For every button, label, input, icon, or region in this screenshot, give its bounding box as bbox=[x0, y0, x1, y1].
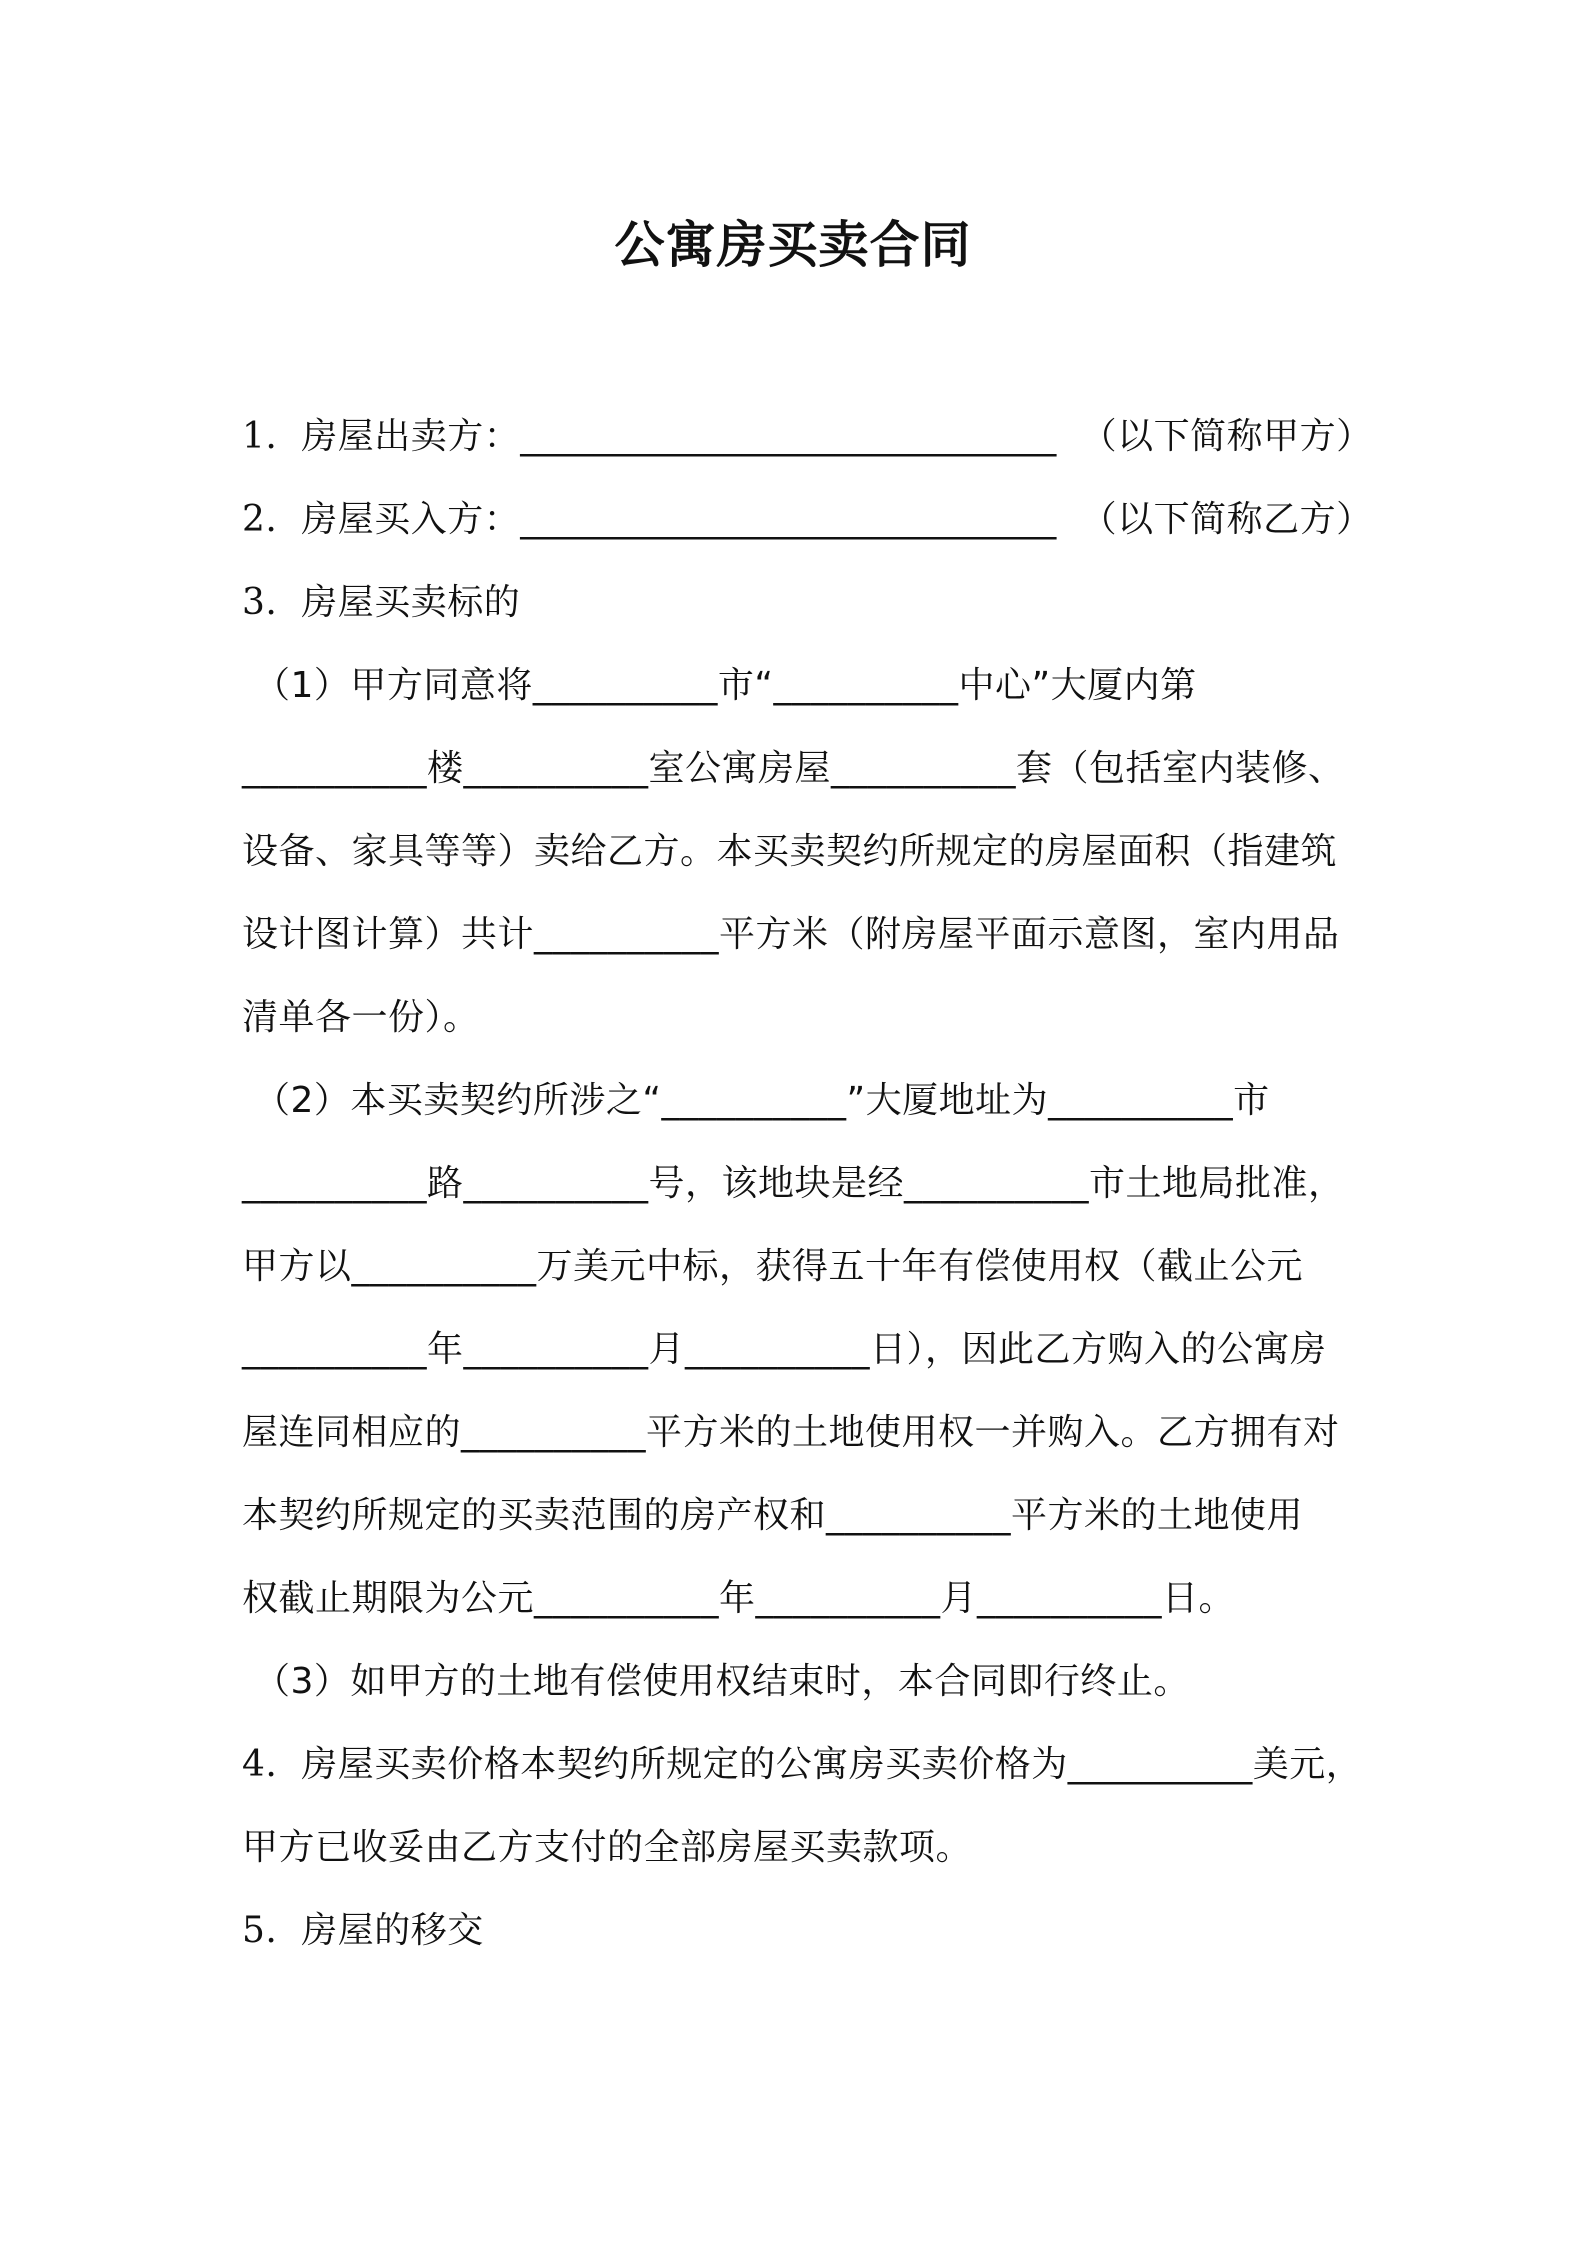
clause-5-handover bbox=[242, 1909, 484, 1953]
paragraph-text: （3）如甲方的土地有偿使用权结束时，本合同即行终止。 bbox=[242, 1661, 1190, 1702]
clause-text: 房屋买卖标的 bbox=[277, 582, 521, 623]
clause-3-1-line-2 bbox=[242, 747, 1345, 791]
paragraph-text: （2）本买卖契约所涉之“__________”大厦地址为__________市 bbox=[242, 1080, 1270, 1121]
paragraph-text: __________路__________号，该地块是经__________市土地局批准， bbox=[242, 1163, 1345, 1204]
clause-number: 2. bbox=[242, 499, 278, 540]
clause-3-2-line-1 bbox=[242, 1079, 1270, 1123]
paragraph-text: __________年__________月__________日），因此乙方购入的公寓房 bbox=[242, 1329, 1327, 1370]
clause-4-line-2 bbox=[242, 1826, 972, 1870]
clause-3-1-line-4 bbox=[242, 913, 1340, 957]
clause-number: 3. bbox=[242, 582, 278, 623]
paragraph-text: 设计图计算）共计__________平方米（附房屋平面示意图，室内用品 bbox=[242, 914, 1340, 955]
paragraph-text: 清单各一份）。 bbox=[242, 997, 480, 1038]
clause-number: 4. bbox=[242, 1744, 278, 1785]
clause-3-2-line-3 bbox=[242, 1245, 1303, 1289]
paragraph-text: （1）甲方同意将__________市“__________中心”大厦内第 bbox=[242, 665, 1197, 706]
clause-3-2-line-6 bbox=[242, 1494, 1303, 1538]
clause-3-2-line-7 bbox=[242, 1577, 1235, 1621]
clause-3-3 bbox=[242, 1660, 1190, 1704]
clause-text: 房屋出卖方：_____________________________ （以下简称甲方） bbox=[277, 416, 1373, 457]
clause-3-1-line-3 bbox=[242, 830, 1337, 874]
paragraph-text: __________楼__________室公寓房屋__________套（包括室内装修、 bbox=[242, 748, 1345, 789]
clause-2-buyer bbox=[242, 498, 1373, 542]
clause-3-1-line-5 bbox=[242, 996, 480, 1040]
clause-text: 房屋的移交 bbox=[277, 1910, 484, 1951]
clause-text: 房屋买入方：_____________________________ （以下简称乙方） bbox=[277, 499, 1373, 540]
clause-3-2-line-5 bbox=[242, 1411, 1340, 1455]
clause-1-seller bbox=[242, 415, 1373, 459]
clause-4-price bbox=[242, 1743, 1362, 1787]
clause-3-heading bbox=[242, 581, 520, 625]
paragraph-text: 甲方以__________万美元中标，获得五十年有偿使用权（截止公元 bbox=[242, 1246, 1304, 1287]
clause-number: 5. bbox=[242, 1910, 278, 1951]
paragraph-text: 甲方已收妥由乙方支付的全部房屋买卖款项。 bbox=[242, 1827, 973, 1868]
clause-text: 房屋买卖价格本契约所规定的公寓房买卖价格为__________美元， bbox=[277, 1744, 1363, 1785]
paragraph-text: 本契约所规定的买卖范围的房产权和__________平方米的土地使用 bbox=[242, 1495, 1304, 1536]
clause-number: 1. bbox=[242, 416, 278, 457]
document-title: 公寓房买卖合同 bbox=[614, 216, 972, 274]
paragraph-text: 屋连同相应的__________平方米的土地使用权一并购入。乙方拥有对 bbox=[242, 1412, 1340, 1453]
paragraph-text: 设备、家具等等）卖给乙方。本买卖契约所规定的房屋面积（指建筑 bbox=[242, 831, 1338, 872]
clause-3-2-line-4 bbox=[242, 1328, 1327, 1372]
paragraph-text: 权截止期限为公元__________年__________月__________日。 bbox=[242, 1578, 1236, 1619]
clause-3-2-line-2 bbox=[242, 1162, 1345, 1206]
clause-3-1-line-1 bbox=[242, 664, 1197, 708]
